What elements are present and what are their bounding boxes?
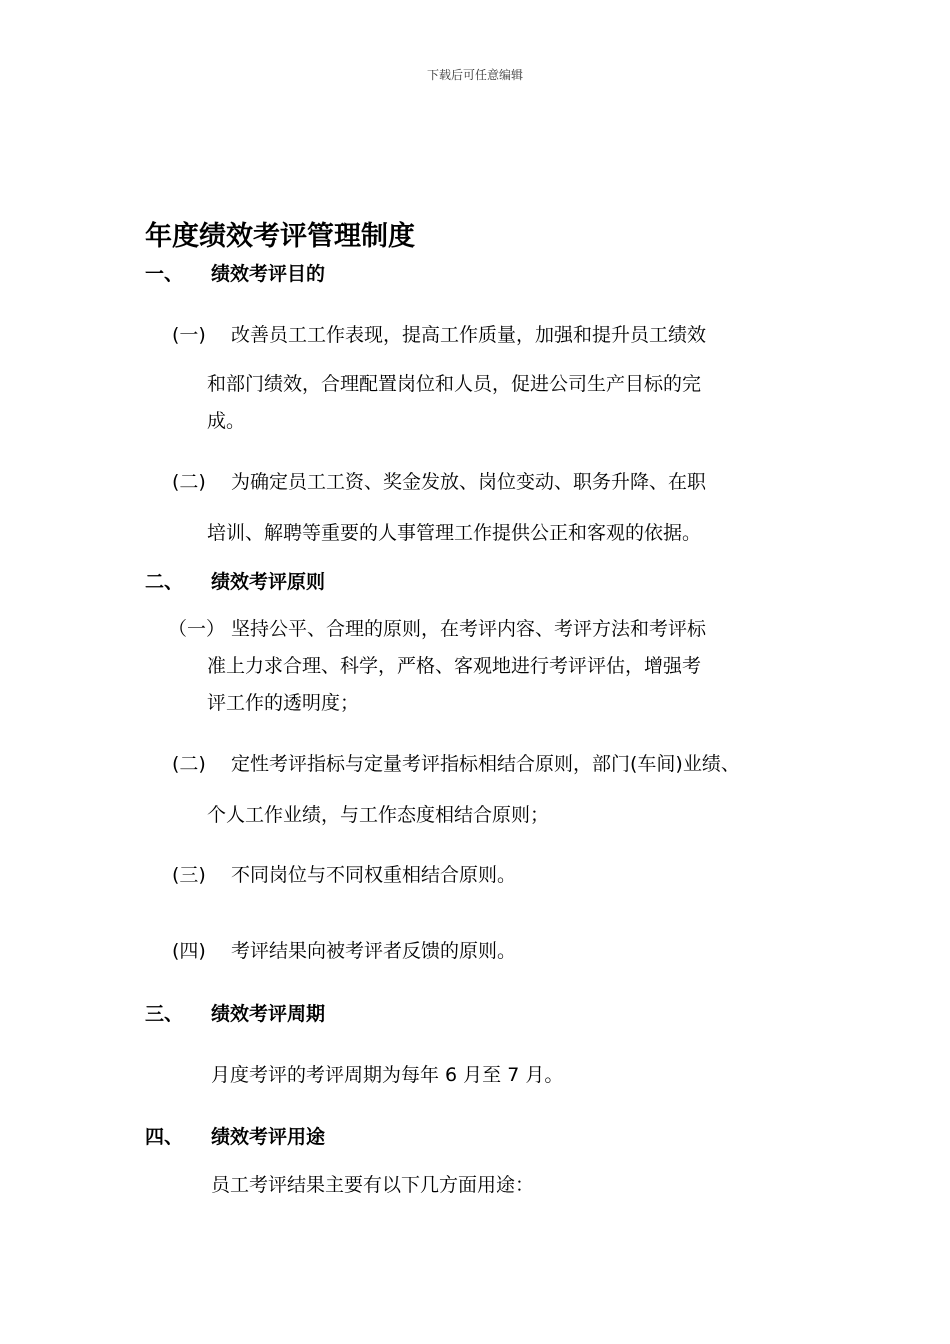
section-3-paragraph: 月度考评的考评周期为每年 6 月至 7 月。 xyxy=(211,1064,564,1086)
section-1-item-2-line-1: 为确定员工工资、奖金发放、岗位变动、职务升降、在职 xyxy=(231,471,707,493)
section-3-title: 绩效考评周期 xyxy=(211,1003,326,1025)
section-2-item-1-line-2: 准上力求合理、科学，严格、客观地进行考评评估，增强考 xyxy=(207,655,702,677)
section-1-item-1-line-2: 和部门绩效，合理配置岗位和人员，促进公司生产目标的完 xyxy=(207,373,702,395)
section-4-number: 四、 xyxy=(145,1126,184,1148)
section-1-item-1-line-3: 成。 xyxy=(207,410,246,432)
section-1-item-1-line-1: 改善员工工作表现，提高工作质量，加强和提升员工绩效 xyxy=(231,324,707,346)
section-4-title: 绩效考评用途 xyxy=(211,1126,326,1148)
section-1-number: 一、 xyxy=(145,263,184,285)
section-1-item-2-number: (二) xyxy=(172,471,206,493)
section-1-item-1-number: (一) xyxy=(172,324,206,346)
section-2-item-2-line-2: 个人工作业绩，与工作态度相结合原则； xyxy=(207,804,550,826)
section-2-item-2-line-1: 定性考评指标与定量考评指标相结合原则，部门(车间)业绩、 xyxy=(231,753,740,775)
section-1-title: 绩效考评目的 xyxy=(211,263,326,285)
section-2-item-4-line-1: 考评结果向被考评者反馈的原则。 xyxy=(231,940,517,962)
section-2-item-2-number: (二) xyxy=(172,753,206,775)
section-2-item-3-line-1: 不同岗位与不同权重相结合原则。 xyxy=(231,864,517,886)
section-1-item-2-line-2: 培训、解聘等重要的人事管理工作提供公正和客观的依据。 xyxy=(207,522,702,544)
section-2-title: 绩效考评原则 xyxy=(211,571,326,593)
section-2-item-3-number: (三) xyxy=(172,864,206,886)
section-2-number: 二、 xyxy=(145,571,184,593)
header-note: 下载后可任意编辑 xyxy=(426,68,523,82)
section-4-paragraph: 员工考评结果主要有以下几方面用途： xyxy=(211,1174,535,1196)
document-title: 年度绩效考评管理制度 xyxy=(145,221,415,252)
section-2-item-4-number: (四) xyxy=(172,940,206,962)
section-3-number: 三、 xyxy=(145,1003,184,1025)
section-2-item-1-number: （一） xyxy=(168,618,226,640)
section-2-item-1-line-3: 评工作的透明度； xyxy=(207,692,360,714)
section-2-item-1-line-1: 坚持公平、合理的原则，在考评内容、考评方法和考评标 xyxy=(231,618,707,640)
